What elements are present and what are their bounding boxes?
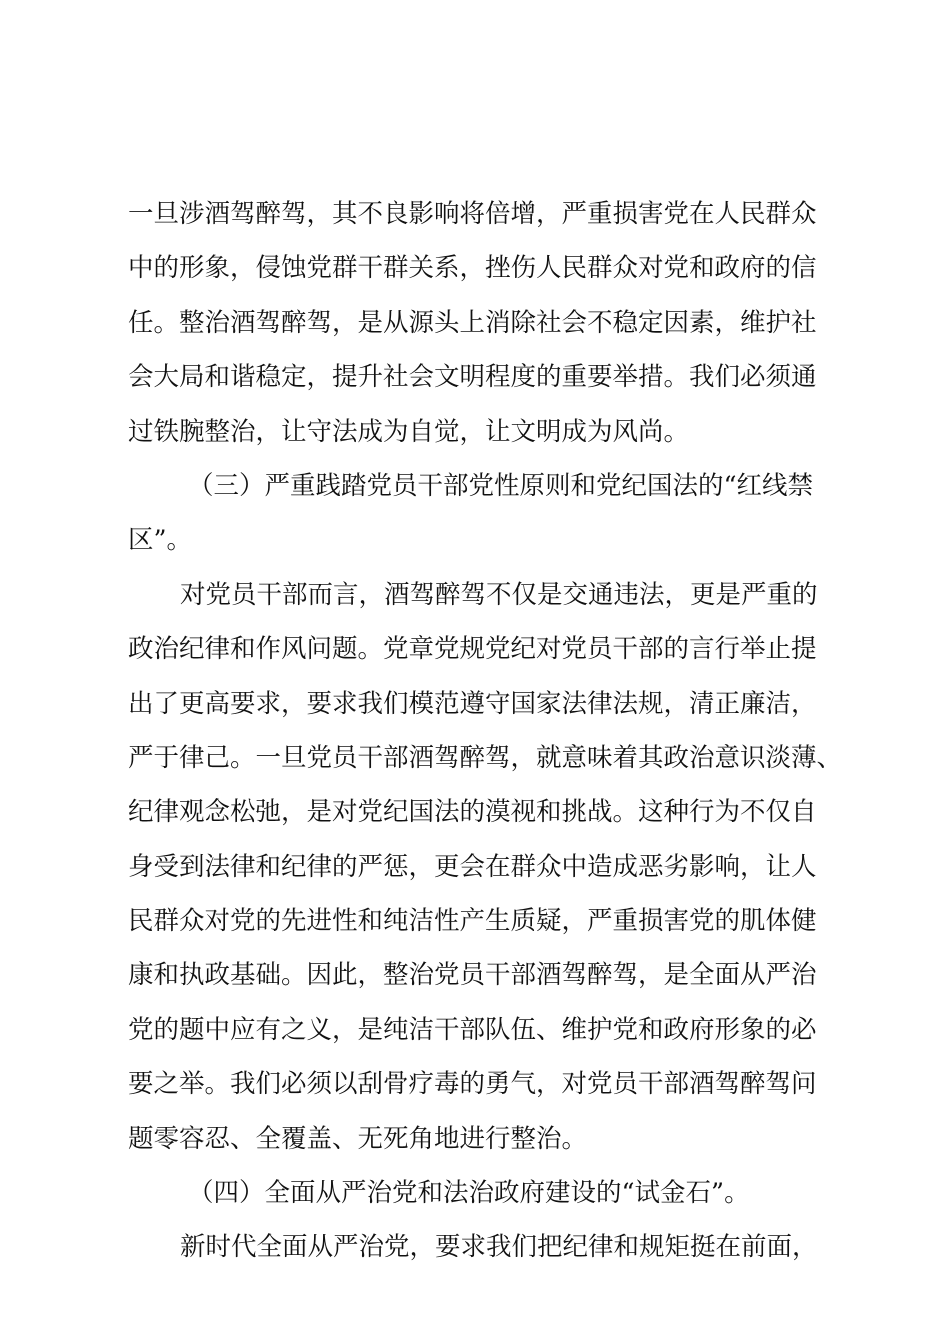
text-line: 题零容忍、全覆盖、无死角地进行整治。 xyxy=(128,1123,588,1154)
text-line: 康和执政基础。因此，整治党员干部酒驾醉驾，是全面从严治 xyxy=(128,960,817,991)
text-line: 过铁腕整治，让守法成为自觉，让文明成为风尚。 xyxy=(128,416,690,447)
text-line: 会大局和谐稳定，提升社会文明程度的重要举措。我们必须通 xyxy=(128,362,817,393)
section-heading-3: （三）严重践踏党员干部党性原则和党纪国法的“红线禁 xyxy=(188,470,814,501)
text-line: 政治纪律和作风问题。党章党规党纪对党员干部的言行举止提 xyxy=(128,634,817,665)
text-line: 严于律己。一旦党员干部酒驾醉驾，就意味着其政治意识淡薄、 xyxy=(128,742,843,773)
paragraph-start: 新时代全面从严治党，要求我们把纪律和规矩挺在前面， xyxy=(180,1232,818,1263)
text-line: 要之举。我们必须以刮骨疗毒的勇气，对党员干部酒驾醉驾问 xyxy=(128,1069,817,1100)
text-line: 民群众对党的先进性和纯洁性产生质疑，严重损害党的肌体健 xyxy=(128,906,817,937)
section-heading-4: （四）全面从严治党和法治政府建设的“试金石”。 xyxy=(188,1178,750,1209)
text-line: 纪律观念松弛，是对党纪国法的漠视和挑战。这种行为不仅自 xyxy=(128,797,817,828)
text-line: 中的形象，侵蚀党群干群关系，挫伤人民群众对党和政府的信 xyxy=(128,253,817,284)
text-line: 任。整治酒驾醉驾，是从源头上消除社会不稳定因素，维护社 xyxy=(128,307,817,338)
paragraph-start: 对党员干部而言，酒驾醉驾不仅是交通违法，更是严重的 xyxy=(180,579,818,610)
section-heading-3-continued: 区”。 xyxy=(128,525,193,556)
text-line: 党的题中应有之义，是纯洁干部队伍、维护党和政府形象的必 xyxy=(128,1014,817,1045)
text-line: 出了更高要求，要求我们模范遵守国家法律法规，清正廉洁， xyxy=(128,688,817,719)
text-line: 身受到法律和纪律的严惩，更会在群众中造成恶劣影响，让人 xyxy=(128,851,817,882)
body-text xyxy=(128,187,843,1275)
text-line: 一旦涉酒驾醉驾，其不良影响将倍增，严重损害党在人民群众 xyxy=(128,199,817,229)
